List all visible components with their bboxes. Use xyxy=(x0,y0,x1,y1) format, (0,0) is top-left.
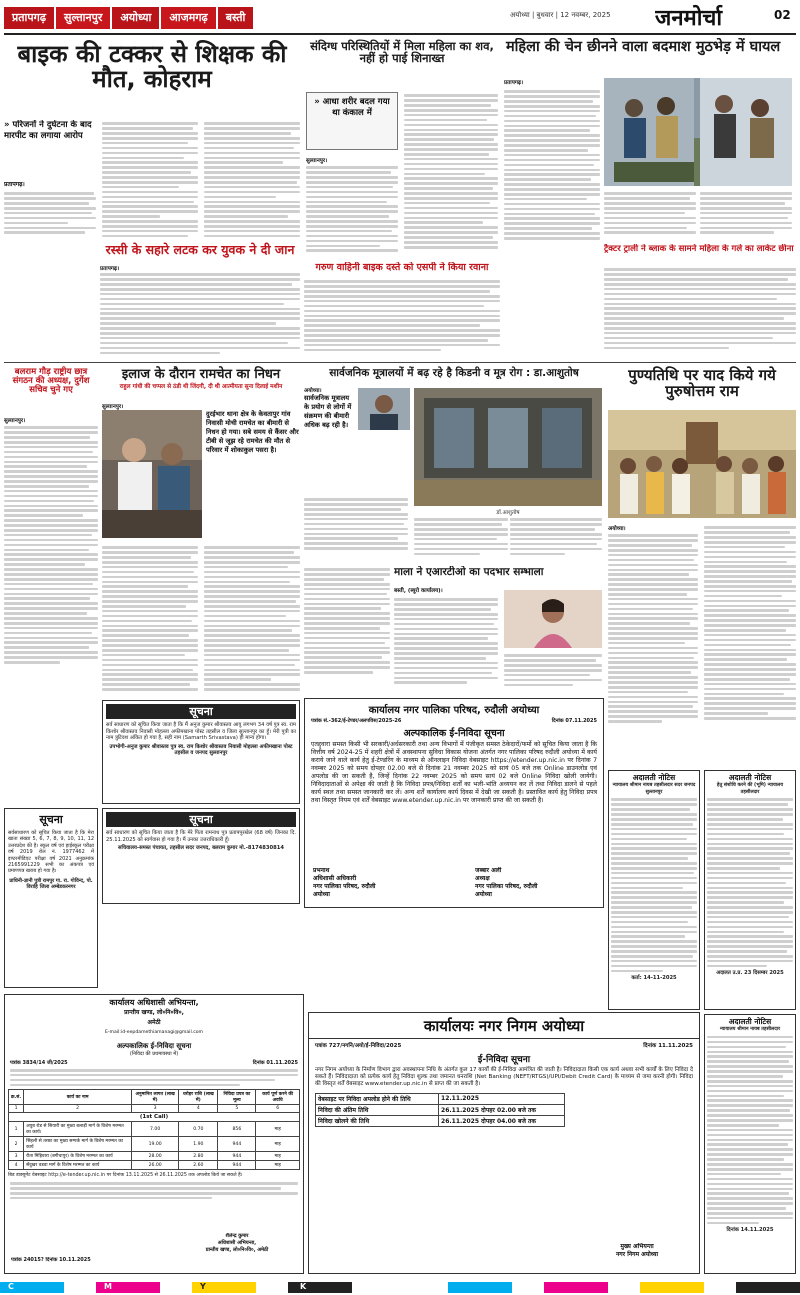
notice-body: सर्व साधारण को सूचित किया जाता है कि मेरे पिता रामनाथ पुत्र प्रतापपुरखेल (68 वर्ष) जिनका दि. 25.11.2025 को स्वर्गवास हो गया है। मैं उनका उत्तराधिकारी हूँ। xyxy=(106,830,296,843)
headline: सार्वजनिक मूत्रालयों में बढ़ रहे है किडनी व मूत्र रोग : डा.आशुतोष xyxy=(329,367,579,379)
tender-title: अल्पकालिक ई-निविदा सूचना xyxy=(116,1042,192,1050)
td: वेबसाइट पर निविदा अपलोड होने की तिथि xyxy=(316,1093,439,1104)
dateline: प्रतापगढ़। xyxy=(504,80,524,86)
notice-date: अदालत उ.प्र. 23 दिसम्बर 2025 xyxy=(716,969,784,976)
paper-name: जनमोर्चा xyxy=(655,5,723,31)
sig-line: अधिशासी अभियन्ता, xyxy=(217,1240,257,1246)
body-col-2 xyxy=(414,516,508,562)
notice-title: अदालती नोटिस xyxy=(728,773,772,782)
notice-sachna xyxy=(4,808,98,988)
city-tab-basti[interactable]: बस्ती xyxy=(218,7,254,29)
ramchet-photo xyxy=(102,410,202,538)
tender-body: नगर निगम अयोध्या के निर्माण विभाग द्वारा अवस्थापना निधि के अंतर्गत कुल 17 कार्यों की ई-निविदा आमंत्रित की जाती है। निविदादाता किसी एक कार्य अथवा सभी कार्यों के लिए निविदा दे सकते हैं। निविदादाता को प्रत्येक कार्य हेतु निविदा शुल्क तथा जमानत धनराशि (Net Banking (NEFT/RTGS)/UPI/Debit Credit Card) के माध्यम से जमा करनी होगी। निविदा की विस्तृत शर्तें वेबसाइट www.etender.up.nic.in से प्राप्त की जा सकती है। xyxy=(315,1067,693,1088)
city-tab-pratapgarh[interactable]: प्रतापगढ़ xyxy=(4,7,54,29)
ramchet-photo-art xyxy=(102,410,202,538)
body-col-1 xyxy=(306,164,398,260)
th: निविदा प्रपत्र का मूल्य xyxy=(218,1090,256,1105)
th: कार्य पूर्ण करने की अवधि xyxy=(256,1090,300,1105)
td: माह xyxy=(256,1137,300,1152)
td: निविदा खोलने की तिथि xyxy=(316,1115,439,1126)
tender-office: कार्यालय नगर पालिका परिषद, रुदौली अयोध्या xyxy=(368,705,540,716)
kicker-text: » परिजनों ने दुर्घटना के बाद मारपीट का लगाया आरोप xyxy=(4,120,92,141)
masthead xyxy=(0,0,800,34)
tender-rudauli xyxy=(304,698,604,908)
notice-signature: प्राधिनी-ज्ञानी पुत्री रामपुर गा. रा. गोविन्द, पो. विराहि जिला अम्बेडकरनगर xyxy=(9,877,93,891)
mala-photo-art xyxy=(504,590,602,648)
td: 1 xyxy=(9,1122,24,1137)
body-col-3 xyxy=(700,190,792,246)
notice-title: सूचना xyxy=(106,704,296,719)
body-col-1 xyxy=(394,596,498,694)
td: अयुब रोड से सियारी का मुख्य बलाड़ी मार्ग के विशेष मरम्मत का कार्य। xyxy=(24,1122,132,1137)
registration-mark-k: K xyxy=(300,1282,307,1291)
kicker xyxy=(206,410,300,538)
sig-line: नगर निगम अयोध्या xyxy=(615,1251,659,1258)
notice-title: सूचना xyxy=(106,812,296,827)
sig-line: अध्यक्ष xyxy=(475,875,490,882)
headline: संदिग्ध परिस्थितियों में मिला महिला का शव, नहीं हो पाई शिनाख्त xyxy=(310,39,494,66)
tender-title: अल्पकालिक ई-निविदा सूचना xyxy=(403,728,505,739)
dateline: बस्ती, (ब्यूरो कार्यालय)। xyxy=(394,588,443,594)
tender-ref-right: दिनांक 07.11.2025 xyxy=(551,718,597,724)
city-tabs xyxy=(4,6,364,30)
notice-signature: उपभोगी-अनुज कुमार श्रीवास्तव पुत्र स्व. राम किशोर श्रीवास्तव निवासी मोहल्ला अफीमखाना पोस्ट तहसील व जनपद सुल्तानपुर xyxy=(109,743,293,757)
table-row xyxy=(316,1093,565,1104)
body-col-1 xyxy=(608,532,698,766)
story-ramchet xyxy=(102,366,300,696)
notice-title: अदालती नोटिस xyxy=(632,773,676,782)
story-rope xyxy=(100,242,300,360)
body-col-1 xyxy=(304,496,408,562)
tender-ref-left: पत्रांक सं.-362/ई-टेण्डर/अलपविस/2025-26 xyxy=(311,718,402,724)
doctor-photo-art xyxy=(358,388,410,430)
dateline: अयोध्या। xyxy=(608,526,626,532)
td: 944 xyxy=(218,1161,256,1170)
dateline: सुल्तानपुर। xyxy=(102,404,124,410)
tender-email: E-mail:id-eepdamethiamanagi@gmail.com xyxy=(104,1030,204,1035)
body-kidney-continued xyxy=(304,566,390,694)
sig-line: नगर पालिका परिषद, रुदौली xyxy=(475,883,538,890)
td: 2.80 xyxy=(179,1152,218,1161)
td: 12.11.2025 xyxy=(439,1093,565,1104)
td: 1.90 xyxy=(179,1137,218,1152)
story-punyatithi xyxy=(608,366,796,766)
td: 7.00 xyxy=(132,1122,179,1137)
dateline: प्रतापगढ़। xyxy=(100,266,120,272)
kicker xyxy=(4,120,96,142)
sig-line: नगर पालिका परिषद, रुदौली xyxy=(313,883,376,890)
registration-mark-c: C xyxy=(8,1282,14,1291)
headline: बलराम गौड़ राष्ट्रीय छात्र संगठन की अध्यक्ष, दुर्गेश सचिव चुने गए xyxy=(12,367,90,395)
punyatithi-photo-art xyxy=(608,410,796,518)
adalati-notice-2 xyxy=(704,770,796,1010)
sig-line: अयोध्या xyxy=(313,891,330,898)
registration-mark-y: Y xyxy=(200,1282,206,1291)
td: 2 xyxy=(9,1137,24,1152)
headline: बाइक की टक्कर से शिक्षक की मौत, कोहराम xyxy=(17,40,287,94)
story-mala xyxy=(394,566,604,694)
td: 26.11.2025 दोपहर 02.00 बजे तक xyxy=(439,1104,565,1115)
notice-court: हेतु संशोधि करने की (भूमि) न्यायालय तहसीलदार xyxy=(716,783,784,795)
notice-court: न्यायालय श्रीमान नायब तहसीलदार सदर जनपद सुल्तानपुर xyxy=(612,783,696,795)
punyatithi-photo xyxy=(608,410,796,518)
encounter-photo xyxy=(604,78,792,186)
td: 1 xyxy=(9,1105,24,1113)
kicker-text: सार्वजनिक मूत्रालय के प्रयोग से लोगों में संक्रमण की बीमारी अधिक बढ़ रही है। xyxy=(304,394,352,429)
tender-signature xyxy=(175,1233,299,1254)
sig-line: प्रभनाथ xyxy=(313,867,330,874)
td: माह xyxy=(256,1122,300,1137)
adalati-notice-3 xyxy=(704,1014,796,1274)
table-header-row xyxy=(9,1090,300,1105)
body-col-2 xyxy=(504,652,602,694)
td: 3 xyxy=(9,1152,24,1161)
notice-sultanpur xyxy=(102,700,300,804)
td: माह xyxy=(256,1152,300,1161)
sig-line: जब्बार अली xyxy=(475,867,502,874)
encounter-photo-art xyxy=(604,78,792,186)
notice-title: अदालती नोटिस xyxy=(728,1017,772,1026)
td: रौता मिहिवारा (बगीचापुर) के विशेष मरम्मत का कार्य xyxy=(24,1152,132,1161)
th: अनुमानित लागत (लाख में) xyxy=(132,1090,179,1105)
body-col-2 xyxy=(404,92,498,260)
urinal-photo-art xyxy=(414,388,602,506)
td: 0.70 xyxy=(179,1122,218,1137)
body-col-2 xyxy=(204,544,300,694)
th: कार्य का नाम xyxy=(24,1090,132,1105)
story-mystery xyxy=(304,38,500,260)
table-row xyxy=(9,1152,300,1161)
page-number: 02 xyxy=(774,8,791,22)
tender-office: कार्यालयः नगर निगम अयोध्या xyxy=(309,1013,699,1039)
sig-line: मुख्य अभियन्ता xyxy=(620,1243,654,1250)
tender-sig-right xyxy=(475,867,601,899)
notice-signature: सचिवालय-समस्त पंचायत, तहसील सदर जनपद, बलराम कुमार मो.-8174830814 xyxy=(118,845,284,852)
table-row xyxy=(9,1161,300,1170)
tender-intro xyxy=(10,1069,298,1086)
notice-date: दिनांक 14.11.2025 xyxy=(726,1226,774,1233)
table-row xyxy=(9,1137,300,1152)
tender-amethi xyxy=(4,994,304,1274)
th: धरोहर राशि (लाख में) xyxy=(179,1090,218,1105)
doctor-photo xyxy=(358,388,410,430)
tender-table xyxy=(8,1089,300,1170)
body-col-1 xyxy=(4,190,96,244)
body-col-3 xyxy=(204,120,300,244)
td: 2 xyxy=(24,1105,132,1113)
tender-title: ई-निविदा सूचना xyxy=(477,1055,531,1065)
notice-body xyxy=(611,798,697,972)
headline: महिला की चेन छीनने वाला बदमाश मुठभेड़ में घायल xyxy=(506,39,781,55)
table-row xyxy=(316,1104,565,1115)
notice-date: कर्ता: 14-11-2025 xyxy=(631,974,677,981)
td: 26.00 xyxy=(132,1161,179,1170)
tender-sig-left xyxy=(313,867,443,899)
td: 4 xyxy=(179,1105,218,1113)
headline: गरुण वाहिनी बाइक दस्ते को एसपी ने किया रवाना xyxy=(315,262,489,273)
tender-office-2: प्रान्तीय खण्ड, लो०नि०वि०, xyxy=(124,1009,184,1016)
city-tab-ayodhya[interactable]: अयोध्या xyxy=(112,7,159,29)
body xyxy=(604,266,796,360)
td: सिंहली से तरछा का मुख्य सम्पर्क मार्ग के विशेष मरम्मत का कार्य xyxy=(24,1137,132,1152)
td: 6 xyxy=(256,1105,300,1113)
tender-footer: बिड डाक्यूमेंट वेबसाइट http://e-tender.up.nic.in पर दिनांक 13.11.2025 से 26.11.2025 तक अपलोड किये जा सकते हैं। xyxy=(8,1173,243,1179)
notice-nagar xyxy=(102,808,300,904)
city-tab-azamgarh[interactable]: आजमगढ़ xyxy=(161,7,215,29)
tender-ref-right: दिनांक 01.11.2025 xyxy=(252,1060,298,1066)
td: 944 xyxy=(218,1137,256,1152)
sig-line: प्रान्तीय खण्ड, लो०नि०वि०, अमेठी xyxy=(205,1247,269,1253)
body-col-1 xyxy=(504,88,600,246)
notice-body xyxy=(707,798,793,967)
notice-body: सर्वसाधारण को सूचित किया जाता है कि मेरा खाता संख्या 5, 6, 7, 8, 9, 10, 11, 12 उत्तरप्रदेश की है। स्कूल वर्ष एवं हाईस्कूल परीक्षा वर्ष 2019 रोल नं. 1977462 में इण्टरमीडिएट परीक्षा वर्ष 2021 अनुक्रमांक 2165991229 सभी का अंकपत्र एवं प्रमाणपत्र खराब हो गया है। xyxy=(8,830,94,875)
mala-photo xyxy=(504,590,602,648)
adalati-notice-1 xyxy=(608,770,700,1010)
dateline: सुल्तानपुर। xyxy=(306,158,328,164)
td: सेंदुखर वडवा मार्ग के विशेष मरम्मत का कार्य xyxy=(24,1161,132,1170)
td: 19.00 xyxy=(132,1137,179,1152)
story-balram xyxy=(4,366,98,696)
table-row xyxy=(316,1115,565,1126)
th: क्र.सं. xyxy=(9,1090,24,1105)
body xyxy=(304,278,500,358)
notice-body: सर्व साधारण को सूचित किया जाता है कि मैं अनुज कुमार श्रीवास्तव आयु लगभग 34 वर्ष पुत्र स्व. राम किशोर श्रीवास्तव निवासी मोहल्ला अफीमखाना पोस्ट तहसील व जिला सुल्तानपुर का हूँ। मेरी पुत्री का नाम त्रुटिवश अंकित हो गया है, सही नाम (Samarth Srivastava) ही मान्य होगा। xyxy=(106,722,296,742)
urinal-photo xyxy=(414,388,602,506)
td: 856 xyxy=(218,1122,256,1137)
table-number-row xyxy=(9,1105,300,1113)
dateline: प्रतापगढ़। xyxy=(4,181,25,188)
td: माह xyxy=(256,1161,300,1170)
body xyxy=(4,424,98,696)
body-col-2 xyxy=(102,120,198,244)
color-bar xyxy=(0,1280,800,1295)
story-kidney xyxy=(304,366,604,562)
tender-signature xyxy=(579,1243,695,1259)
story-tractor xyxy=(604,244,796,360)
story-chain xyxy=(504,38,796,246)
body xyxy=(100,271,300,359)
headline: रस्सी के सहारे लटक कर युवक ने दी जान xyxy=(105,242,295,257)
sig-line: अधिशासी अधिकारी xyxy=(313,875,357,882)
headline: इलाज के दौरान रामचेत का निधन xyxy=(121,367,281,382)
td: 26.11.2025 दोपहर 04.00 बजे तक xyxy=(439,1115,565,1126)
kicker xyxy=(304,394,356,494)
body-col-3 xyxy=(510,516,602,562)
headline: ट्रैक्टर ट्राली ने ब्लाक के सामने महिला के गले का लाकेट छीना xyxy=(604,244,794,254)
kicker-box xyxy=(306,92,398,150)
tender-office: कार्यालय अधिशासी अभियन्ता, xyxy=(109,998,199,1007)
td: 3 xyxy=(132,1105,179,1113)
registration-mark-m: M xyxy=(104,1282,112,1291)
dateline: सुल्तानपुर। xyxy=(4,418,26,424)
td: 944 xyxy=(218,1152,256,1161)
td: 5 xyxy=(218,1105,256,1113)
td: 4 xyxy=(9,1161,24,1170)
kicker-text: » आधा शरीर बदल गया था कंकाल में xyxy=(314,97,390,118)
dateline: अयोध्या | बुधवार | 12 नवम्बर, 2025 xyxy=(510,11,611,19)
city-tab-sultanpur[interactable]: सुल्तानपुर xyxy=(56,7,110,29)
tender-ref-bottom: पत्रांक 24015? दिनांक 10.11.2025 xyxy=(11,1257,91,1263)
subhead: राहुल गांधी की चप्पल से ठंडी थी जिंदगी, दी थी आत्मीयता सुना दिलाई मशीन xyxy=(119,383,283,390)
notice-court: न्यायालय श्रीमान नायब तहसीलदार xyxy=(719,1027,781,1032)
sig-line: अयोध्या xyxy=(475,891,492,898)
story-bike xyxy=(4,38,300,244)
body-col-1 xyxy=(102,544,198,694)
tender-office-3: अमेठी xyxy=(147,1019,161,1026)
tender-body: एतद्द्वारा समस्त किसी भी सरकारी/अर्धसरकारी तथा अन्य विभागों में पंजीकृत समस्त ठेकेदारों/फर्मो को सूचित किया जाता है कि वित्तीय वर्ष 2024-25 में शहरी क्षेत्रों में अवस्थापना सुविधा विकास योजना अंतर्गत नगर पालिका परिषद रुदौली अयोध्या में कार्य कराये जाने वाले कार्य हेतु ई-टेण्डरिंग के माध्यम से ऑनलाइन निविदा वेबसाइट https://etender.up.nic.in पर दिनांक 7 नवम्बर 2025 को समय दोपहर 02.00 बजे से दिनांक 21 नवम्बर 2025 को सायं 05 बजे तक Online डाउनलोड एवं अपलोड की जा सकती है, जिन्हें दिनांक 22 नवम्बर 2025 को समय सायं 02 बजे Online निविदा खोली जायेगी। निविदादाताओं से अपेक्षा की जाती है कि निविदा प्रपत्र/निविदा शर्तों का भली-भांति अध्ययन कर लें तथा निविदा डालने से पहले कार्य स्थल तथा समस्त जानकारी कर लें। अन्य शर्तें कार्यालय कार्य दिवस में देखी जा सकती है। प्रस्तावित कार्य हेतु निविदा प्रपत्र तथा विस्तृत नियम एवं शर्तें वेबसाइट www.etender.up.nic.in पर जानकारी प्राप्त की जा सकती है। xyxy=(311,741,597,804)
tender-footer-body xyxy=(10,1182,298,1199)
headline: पुण्यतिथि पर याद किये गये पुरुषोत्तम राम xyxy=(628,366,776,400)
kicker-text: दुरईभार थाना क्षेत्र के केवतापुर गांव निवासी मोची रामचेत का बीमारी से निधन हो गया। सबे समय से कैंसर और टीबी से जूझ रहे रामचेत की मौत से परिवार में शोकाकुल पसरा है। xyxy=(206,410,299,454)
td: निविदा की अंतिम तिथि xyxy=(316,1104,439,1115)
table-row xyxy=(9,1122,300,1137)
tender-ayodhya xyxy=(308,1012,700,1274)
dateline: अयोध्या। xyxy=(304,388,322,394)
td: 2.60 xyxy=(179,1161,218,1170)
sig-line: शैलेन्द्र कुमार xyxy=(225,1233,249,1239)
headline: माला ने एआरटीओ का पदभार सम्भाला xyxy=(394,566,544,578)
tender-ref-right: दिनांक 11.11.2025 xyxy=(643,1043,693,1049)
tender-ref-left: पत्रांक 727/नगनि/अयो/ई-निविदा/2025 xyxy=(315,1043,402,1049)
body-col-2 xyxy=(604,190,696,246)
table-call-row: (1st Call) xyxy=(9,1113,300,1122)
notice-title: सूचना xyxy=(39,813,63,826)
notice-body xyxy=(707,1036,793,1224)
tender-ref-left: पत्रांक 3834/14 जी/2025 xyxy=(10,1060,68,1066)
tender-schedule xyxy=(315,1093,565,1127)
story-gang xyxy=(304,262,500,358)
photo-caption: डॉ.आशुतोष xyxy=(496,510,520,516)
tender-title-2: (निविदा की प्रथमावस्था में) xyxy=(129,1051,179,1057)
td: 28.00 xyxy=(132,1152,179,1161)
body-col-2 xyxy=(704,524,796,766)
